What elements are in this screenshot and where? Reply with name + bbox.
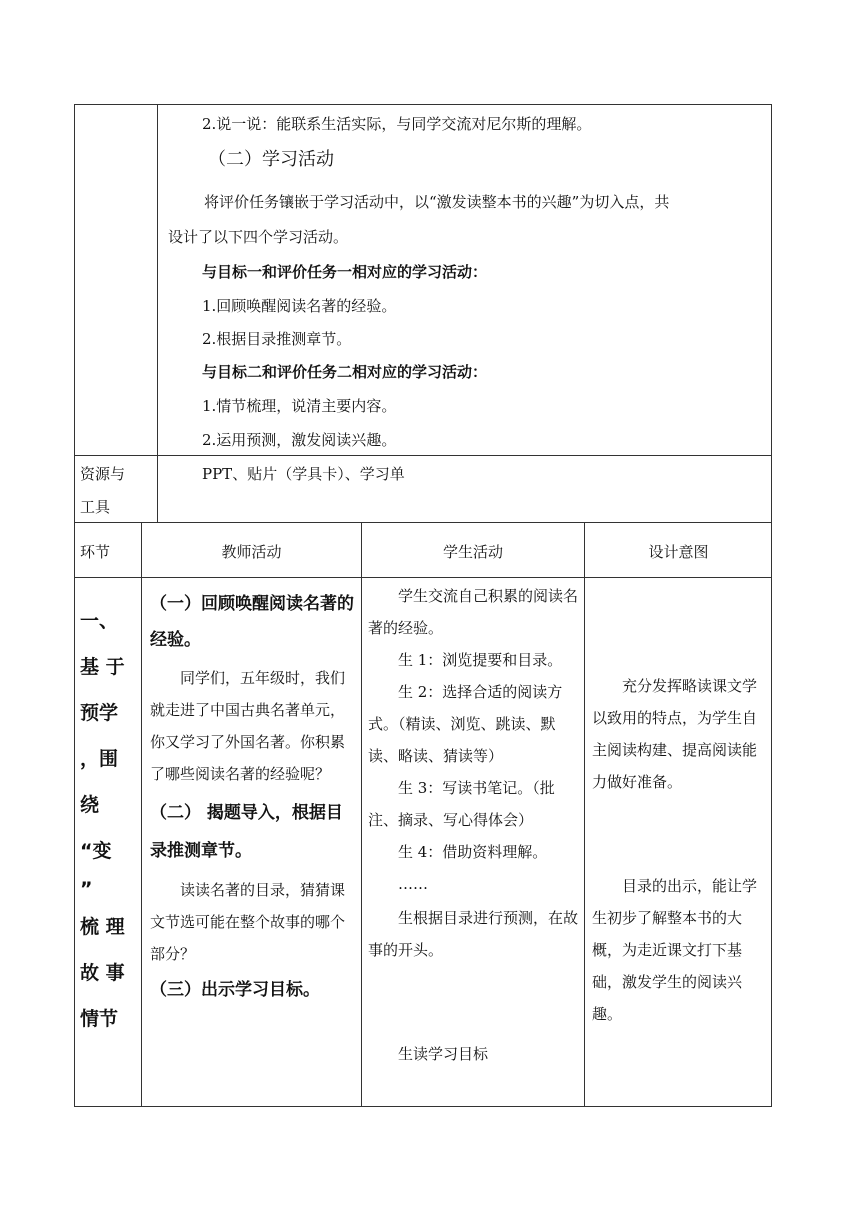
student-paragraph-1: 学生交流自己积累的阅读名著的经验。 — [368, 587, 579, 637]
section-label-line: 梳 理 — [80, 916, 125, 938]
section-label-line: 故 事 — [80, 962, 125, 984]
resources-row — [74, 455, 772, 523]
section-label-line: 预学 — [80, 702, 119, 724]
student-answer-4: 生 4：借助资料理解。 — [398, 843, 548, 861]
header-intent: 设计意图 — [648, 543, 709, 561]
resources-label-2: 工具 — [80, 498, 111, 516]
section-label-line: 情节 — [80, 1008, 119, 1030]
teacher-column — [150, 586, 355, 1008]
header-teacher: 教师活动 — [221, 543, 282, 561]
section-label-line: “变 — [80, 840, 112, 862]
header-student: 学生活动 — [442, 543, 503, 561]
student-column — [368, 580, 579, 1070]
activities-intro-line2: 设计了以下四个学习活动。 — [168, 228, 349, 246]
student-answer-2: 生 2：选择合适的阅读方式。（精读、浏览、跳读、默读、略读、猜读等） — [368, 683, 563, 765]
group2-heading: 与目标二和评价任务二相对应的学习活动： — [202, 363, 488, 381]
section-label-line: 基 于 — [80, 656, 125, 678]
section-label-line: ，围 — [80, 748, 119, 770]
group2-item-1: 1.情节梳理，说清主要内容。 — [202, 397, 397, 415]
group2-item-2: 2.运用预测，激发阅读兴趣。 — [202, 431, 397, 449]
student-answer-1: 生 1：浏览提要和目录。 — [398, 651, 563, 669]
teacher-paragraph-1: 同学们，五年级时，我们就走进了中国古典名著单元，你又学习了外国名著。你积累了哪些阅读名著的经验呢？ — [150, 669, 346, 783]
student-ellipsis: …… — [398, 875, 428, 893]
header-section: 环节 — [80, 543, 111, 561]
intent-column — [592, 670, 766, 1030]
group1-item-1: 1.回顾唤醒阅读名著的经验。 — [202, 297, 397, 315]
teacher-heading-3: （三）出示学习目标。 — [150, 980, 320, 1000]
activities-heading: （二）学习活动 — [208, 149, 334, 170]
goals-label-cell — [74, 104, 158, 456]
teacher-paragraph-2: 读读名著的目录，猜猜课文节选可能在整个故事的哪个部分？ — [150, 881, 346, 963]
section-label — [80, 598, 136, 1042]
goal-item-2: 2.说一说：能联系生活实际，与同学交流对尼尔斯的理解。 — [202, 115, 592, 133]
section-label-line: ” — [80, 878, 93, 900]
activities-intro-line1: 将评价任务镶嵌于学习活动中，以“激发读整本书的兴趣”为切入点，共 — [204, 193, 670, 211]
section-label-line: 绕 — [80, 794, 100, 816]
intent-paragraph-2: 目录的出示，能让学生初步了解整本书的大概，为走近课文打下基础，激发学生的阅读兴趣。 — [592, 877, 758, 1023]
group1-heading: 与目标一和评价任务一相对应的学习活动： — [202, 263, 488, 281]
intent-paragraph-1: 充分发挥略读课文学以致用的特点，为学生自主阅读构建、提高阅读能力做好准备。 — [592, 677, 758, 791]
resources-value: PPT、贴片（学具卡）、学习单 — [202, 465, 405, 483]
section-label-line: 一、 — [80, 610, 119, 632]
teacher-heading-2: （二） 揭题导入，根据目录推测章节。 — [150, 803, 343, 861]
teacher-heading-1: （一）回顾唤醒阅读名著的经验。 — [150, 594, 354, 650]
student-answer-3: 生 3：写读书笔记。（批注、摘录、写心得体会） — [368, 779, 555, 829]
student-paragraph-3: 生读学习目标 — [398, 1045, 489, 1063]
student-paragraph-2: 生根据目录进行预测，在故事的开头。 — [368, 909, 579, 959]
group1-item-2: 2.根据目录推测章节。 — [202, 330, 352, 348]
resources-label-1: 资源与 — [80, 465, 126, 483]
